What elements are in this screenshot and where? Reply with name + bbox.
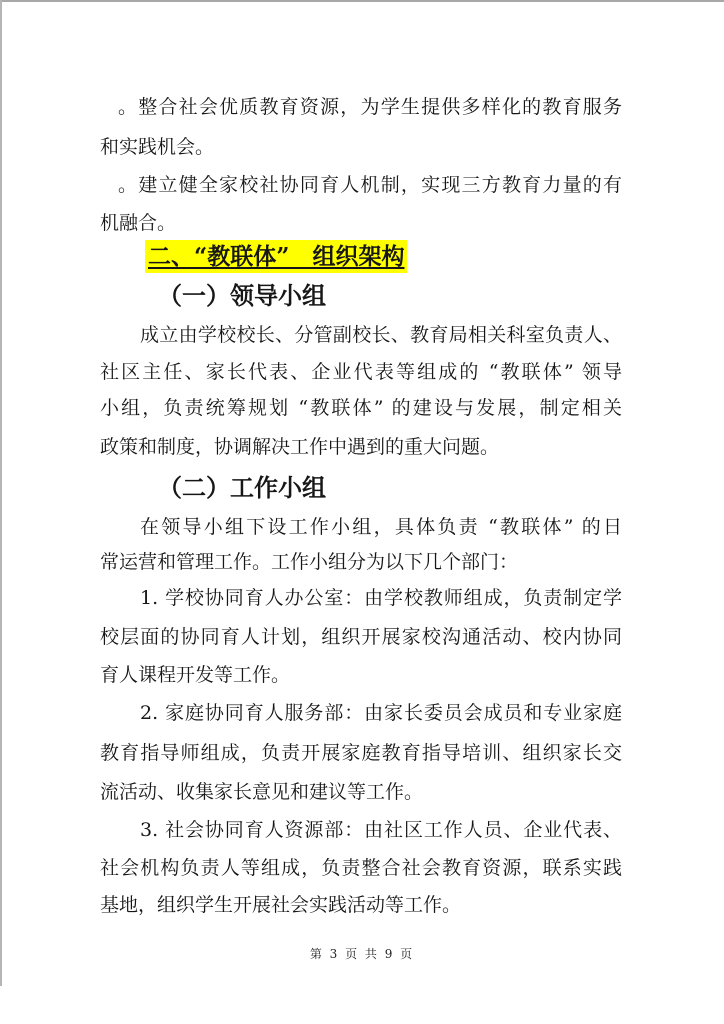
item-3-line-3: 基地，组织学生开展社会实践活动等工作。 (100, 894, 462, 916)
para-1-line-1: 成立由学校校长、分管副校长、教育局相关科室负责人、 (140, 324, 622, 346)
item-3-line-1: 3. 社会协同育人资源部：由社区工作人员、企业代表、 (140, 819, 622, 841)
page-left-edge-line (0, 0, 2, 986)
para-1-line-4: 政策和制度，协调解决工作中遇到的重大问题。 (100, 436, 500, 458)
para-1-line-3: 小组，负责统筹规划 “教联体” 的建设与发展，制定相关 (100, 397, 622, 419)
sub-heading-working-group: （二）工作小组 (158, 473, 326, 502)
bullet-2-line-1: 。建立健全家校社协同育人机制，实现三方教育力量的有 (118, 174, 622, 196)
bullet-2-line-2: 机融合。 (100, 212, 177, 234)
para-2-line-2: 常运营和管理工作。工作小组分为以下几个部门： (100, 551, 519, 573)
item-1-line-3: 育人课程开发等工作。 (100, 664, 291, 686)
page-footer: 第 3 页 共 9 页 (309, 947, 415, 961)
para-1-line-2: 社区主任、家长代表、企业代表等组成的 “教联体” 领导 (100, 361, 622, 383)
item-2-line-3: 流活动、收集家长意见和建议等工作。 (100, 781, 424, 803)
bullet-1-line-1: 。整合社会优质教育资源，为学生提供多样化的教育服务 (118, 96, 622, 118)
page-top-edge-line (0, 0, 724, 2)
item-3-line-2: 社会机构负责人等组成，负责整合社会教育资源，联系实践 (100, 857, 622, 879)
bullet-1-line-2: 和实践机会。 (100, 136, 215, 158)
section-heading-highlighted: 二、“教联体” 组织架构 (145, 240, 407, 273)
item-1-line-2: 校层面的协同育人计划，组织开展家校沟通活动、校内协同 (100, 626, 622, 648)
sub-heading-leading-group: （一）领导小组 (158, 281, 326, 310)
item-2-line-1: 2. 家庭协同育人服务部：由家长委员会成员和专业家庭 (140, 702, 622, 724)
item-2-line-2: 教育指导师组成，负责开展家庭教育指导培训、组织家长交 (100, 742, 622, 764)
para-2-line-1: 在领导小组下设工作小组，具体负责 “教联体” 的日 (140, 516, 622, 538)
item-1-line-1: 1. 学校协同育人办公室：由学校教师组成，负责制定学 (140, 587, 622, 609)
